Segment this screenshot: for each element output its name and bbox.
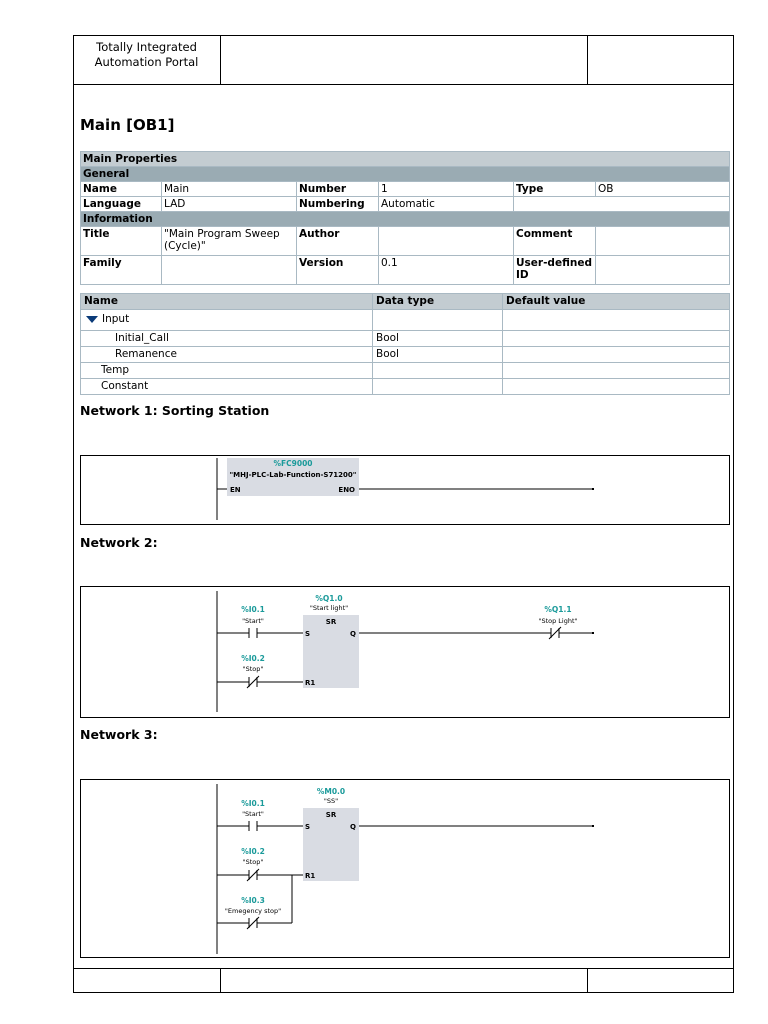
remanence-name: Remanence: [81, 347, 373, 363]
network-3-box: [80, 779, 730, 958]
stop-contact-name: "Stop": [242, 665, 264, 673]
start-contact-address: %I0.1: [241, 605, 265, 614]
r1-pin: R1: [305, 872, 316, 880]
q-pin: Q: [350, 630, 356, 638]
title-value: "Main Program Sweep (Cycle)": [162, 227, 297, 256]
sr-coil-name: "SS": [323, 797, 339, 805]
network-1-title: Network 1: Sorting Station: [80, 403, 270, 418]
stop-light-name: "Stop Light": [538, 617, 578, 625]
remanence-type: Bool: [373, 347, 503, 363]
network-2-title: Network 2:: [80, 535, 158, 550]
information-header: Information: [81, 212, 730, 227]
type-value: OB: [596, 182, 730, 197]
start-no-contact[interactable]: [217, 628, 303, 638]
general-header: General: [81, 167, 730, 182]
family-value: [162, 256, 297, 285]
col-header-data-type: Data type: [373, 294, 503, 310]
header-col-divider-1: [220, 35, 221, 84]
interface-table: [80, 293, 730, 395]
r1-pin: R1: [305, 679, 316, 687]
portal-header: [73, 40, 220, 70]
start-contact-address: %I0.1: [241, 799, 265, 808]
stop-nc-contact[interactable]: [217, 676, 303, 688]
number-value: 1: [379, 182, 514, 197]
sr-coil-name: "Start light": [309, 604, 349, 612]
q-pin: Q: [350, 823, 356, 831]
col-header-default-value: Default value: [503, 294, 730, 310]
stop-contact-address: %I0.2: [241, 847, 265, 856]
input-label: Input: [102, 313, 130, 325]
type-label: Type: [514, 182, 596, 197]
name-value: Main: [162, 182, 297, 197]
s-pin: S: [305, 630, 311, 638]
header-line-2: Automation Portal: [94, 55, 199, 69]
stop-contact-address: %I0.2: [241, 654, 265, 663]
start-contact-name: "Start": [242, 617, 264, 625]
eno-pin: ENO: [338, 486, 355, 494]
network-1-box: [80, 455, 730, 525]
start-contact-name: "Start": [242, 810, 264, 818]
stop-light-nc-contact[interactable]: [549, 627, 593, 639]
network-3-diagram: [81, 780, 731, 959]
expand-triangle-icon[interactable]: [86, 316, 98, 323]
numbering-label: Numbering: [297, 197, 379, 212]
sr-label: SR: [325, 618, 337, 626]
properties-table: [80, 151, 730, 285]
sr-label: SR: [325, 811, 337, 819]
empty-cell: [514, 197, 730, 212]
user-id-label: User-defined ID: [514, 256, 596, 285]
network-3-title: Network 3:: [80, 727, 158, 742]
initial-call-name: Initial_Call: [81, 331, 373, 347]
estop-contact-name: "Emegency stop": [224, 907, 282, 915]
col-header-name: Name: [81, 294, 373, 310]
network-2-diagram: [81, 587, 731, 719]
sr-coil-address: %M0.0: [316, 787, 346, 796]
footer-divider: [73, 968, 734, 969]
stop-nc-contact[interactable]: [217, 869, 303, 881]
header-col-divider-2: [587, 35, 588, 84]
fc-name: "MHJ-PLC-Lab-Function-S71200": [229, 471, 357, 479]
block-title: Main [OB1]: [80, 116, 175, 134]
constant-row: Constant: [81, 379, 373, 395]
author-value: [379, 227, 514, 256]
language-label: Language: [81, 197, 162, 212]
stop-contact-name: "Stop": [242, 858, 264, 866]
s-pin: S: [305, 823, 311, 831]
footer-col-divider-1: [220, 968, 221, 993]
wire-end: [592, 632, 594, 634]
sr-coil-address: %Q1.0: [315, 594, 343, 603]
fc-address: %FC9000: [273, 459, 313, 468]
network-2-box: [80, 586, 730, 718]
footer-col-divider-2: [587, 968, 588, 993]
version-label: Version: [297, 256, 379, 285]
initial-call-type: Bool: [373, 331, 503, 347]
network-1-diagram: [81, 456, 731, 526]
wire-end: [592, 825, 594, 827]
input-row[interactable]: [81, 310, 373, 331]
stop-light-address: %Q1.1: [544, 605, 572, 614]
wire-end: [592, 488, 594, 490]
family-label: Family: [81, 256, 162, 285]
comment-value: [596, 227, 730, 256]
user-id-value: [596, 256, 730, 285]
main-properties-header: Main Properties: [81, 152, 730, 167]
header-divider: [73, 84, 734, 85]
estop-contact-address: %I0.3: [241, 896, 265, 905]
header-line-1: Totally Integrated: [96, 40, 197, 54]
title-label: Title: [81, 227, 162, 256]
start-no-contact[interactable]: [217, 821, 303, 831]
temp-row: Temp: [81, 363, 373, 379]
comment-label: Comment: [514, 227, 596, 256]
language-value: LAD: [162, 197, 297, 212]
author-label: Author: [297, 227, 379, 256]
numbering-value: Automatic: [379, 197, 514, 212]
number-label: Number: [297, 182, 379, 197]
version-value: 0.1: [379, 256, 514, 285]
en-pin: EN: [230, 486, 241, 494]
name-label: Name: [81, 182, 162, 197]
